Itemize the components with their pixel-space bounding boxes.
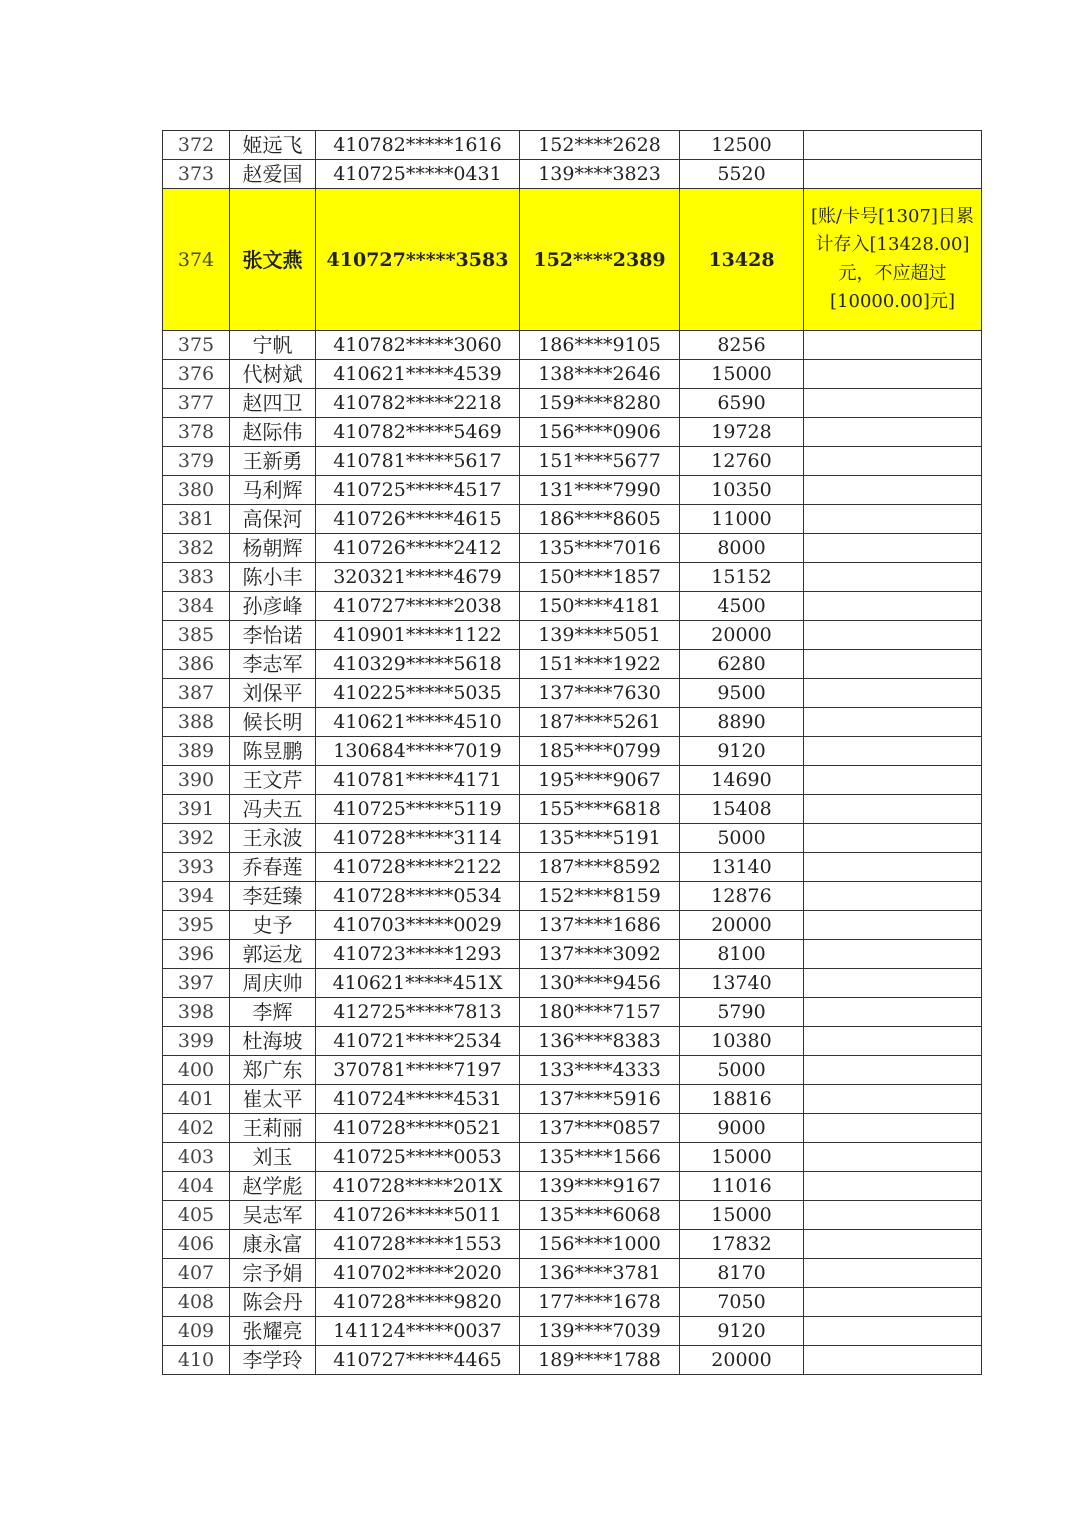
id-number-cell: 412725*****7813 [316, 998, 520, 1027]
phone-cell: 187****8592 [520, 853, 680, 882]
phone-cell: 137****7630 [520, 679, 680, 708]
table-row [163, 563, 982, 592]
amount-cell: 5000 [680, 1056, 804, 1085]
name-cell: 高保河 [230, 505, 316, 534]
table-row [163, 360, 982, 389]
table-row [163, 534, 982, 563]
note-cell [804, 160, 982, 189]
amount-cell: 9120 [680, 1317, 804, 1346]
serial-number-cell: 394 [163, 882, 230, 911]
name-cell: 崔太平 [230, 1085, 316, 1114]
amount-cell: 18816 [680, 1085, 804, 1114]
serial-number-cell: 387 [163, 679, 230, 708]
table-row [163, 1259, 982, 1288]
amount-cell: 10380 [680, 1027, 804, 1056]
table-row [163, 331, 982, 360]
amount-cell: 10350 [680, 476, 804, 505]
phone-cell: 156****1000 [520, 1230, 680, 1259]
amount-cell: 13428 [680, 189, 804, 331]
id-number-cell: 410727*****4465 [316, 1346, 520, 1375]
table-row [163, 969, 982, 998]
id-number-cell: 410621*****451X [316, 969, 520, 998]
id-number-cell: 410728*****9820 [316, 1288, 520, 1317]
phone-cell: 155****6818 [520, 795, 680, 824]
amount-cell: 8170 [680, 1259, 804, 1288]
phone-cell: 151****5677 [520, 447, 680, 476]
phone-cell: 137****3092 [520, 940, 680, 969]
table-row [163, 1317, 982, 1346]
amount-cell: 4500 [680, 592, 804, 621]
amount-cell: 5520 [680, 160, 804, 189]
name-cell: 郑广东 [230, 1056, 316, 1085]
note-cell: [账/卡号[1307]日累计存入[13428.00]元，不应超过[10000.00]元] [804, 189, 982, 331]
amount-cell: 15000 [680, 360, 804, 389]
serial-number-cell: 403 [163, 1143, 230, 1172]
serial-number-cell: 397 [163, 969, 230, 998]
name-cell: 姬远飞 [230, 131, 316, 160]
name-cell: 李廷臻 [230, 882, 316, 911]
amount-cell: 5000 [680, 824, 804, 853]
name-cell: 宁帆 [230, 331, 316, 360]
serial-number-cell: 408 [163, 1288, 230, 1317]
serial-number-cell: 406 [163, 1230, 230, 1259]
note-cell [804, 795, 982, 824]
name-cell: 李志军 [230, 650, 316, 679]
note-cell [804, 592, 982, 621]
phone-cell: 152****2389 [520, 189, 680, 331]
phone-cell: 139****3823 [520, 160, 680, 189]
phone-cell: 135****5191 [520, 824, 680, 853]
note-cell [804, 1259, 982, 1288]
name-cell: 马利辉 [230, 476, 316, 505]
id-number-cell: 370781*****7197 [316, 1056, 520, 1085]
amount-cell: 14690 [680, 766, 804, 795]
id-number-cell: 410782*****1616 [316, 131, 520, 160]
serial-number-cell: 372 [163, 131, 230, 160]
note-cell [804, 331, 982, 360]
serial-number-cell: 375 [163, 331, 230, 360]
phone-cell: 131****7990 [520, 476, 680, 505]
serial-number-cell: 395 [163, 911, 230, 940]
note-cell [804, 969, 982, 998]
table-row [163, 650, 982, 679]
amount-cell: 9000 [680, 1114, 804, 1143]
phone-cell: 195****9067 [520, 766, 680, 795]
name-cell: 吴志军 [230, 1201, 316, 1230]
serial-number-cell: 383 [163, 563, 230, 592]
id-number-cell: 410225*****5035 [316, 679, 520, 708]
serial-number-cell: 373 [163, 160, 230, 189]
amount-cell: 15000 [680, 1201, 804, 1230]
phone-cell: 156****0906 [520, 418, 680, 447]
note-cell [804, 1230, 982, 1259]
id-number-cell: 410726*****4615 [316, 505, 520, 534]
name-cell: 李学玲 [230, 1346, 316, 1375]
phone-cell: 130****9456 [520, 969, 680, 998]
note-cell [804, 679, 982, 708]
name-cell: 赵爱国 [230, 160, 316, 189]
serial-number-cell: 405 [163, 1201, 230, 1230]
serial-number-cell: 388 [163, 708, 230, 737]
table-row [163, 998, 982, 1027]
name-cell: 杜海坡 [230, 1027, 316, 1056]
id-number-cell: 410782*****5469 [316, 418, 520, 447]
id-number-cell: 410725*****4517 [316, 476, 520, 505]
amount-cell: 15408 [680, 795, 804, 824]
phone-cell: 135****1566 [520, 1143, 680, 1172]
amount-cell: 9500 [680, 679, 804, 708]
table-row [163, 708, 982, 737]
phone-cell: 137****1686 [520, 911, 680, 940]
serial-number-cell: 407 [163, 1259, 230, 1288]
note-cell [804, 766, 982, 795]
name-cell: 候长明 [230, 708, 316, 737]
table-row-highlighted [163, 189, 982, 331]
serial-number-cell: 385 [163, 621, 230, 650]
name-cell: 王文芹 [230, 766, 316, 795]
amount-cell: 9120 [680, 737, 804, 766]
table-row [163, 1346, 982, 1375]
note-cell [804, 650, 982, 679]
note-cell [804, 447, 982, 476]
name-cell: 赵四卫 [230, 389, 316, 418]
name-cell: 刘保平 [230, 679, 316, 708]
table-row [163, 1143, 982, 1172]
name-cell: 乔春莲 [230, 853, 316, 882]
name-cell: 王永波 [230, 824, 316, 853]
id-number-cell: 410728*****0534 [316, 882, 520, 911]
table-row [163, 911, 982, 940]
serial-number-cell: 382 [163, 534, 230, 563]
name-cell: 赵学彪 [230, 1172, 316, 1201]
name-cell: 王新勇 [230, 447, 316, 476]
amount-cell: 8000 [680, 534, 804, 563]
table-row [163, 1085, 982, 1114]
id-number-cell: 410727*****3583 [316, 189, 520, 331]
note-cell [804, 882, 982, 911]
note-cell [804, 505, 982, 534]
amount-cell: 7050 [680, 1288, 804, 1317]
serial-number-cell: 384 [163, 592, 230, 621]
phone-cell: 187****5261 [520, 708, 680, 737]
amount-cell: 5790 [680, 998, 804, 1027]
table-row [163, 679, 982, 708]
id-number-cell: 320321*****4679 [316, 563, 520, 592]
note-cell [804, 1056, 982, 1085]
id-number-cell: 410728*****0521 [316, 1114, 520, 1143]
note-cell [804, 131, 982, 160]
serial-number-cell: 396 [163, 940, 230, 969]
serial-number-cell: 393 [163, 853, 230, 882]
table-row [163, 592, 982, 621]
table-row [163, 882, 982, 911]
name-cell: 陈小丰 [230, 563, 316, 592]
phone-cell: 189****1788 [520, 1346, 680, 1375]
table-row [163, 418, 982, 447]
name-cell: 王莉丽 [230, 1114, 316, 1143]
table-row [163, 1027, 982, 1056]
note-cell [804, 1114, 982, 1143]
id-number-cell: 130684*****7019 [316, 737, 520, 766]
table-row [163, 795, 982, 824]
serial-number-cell: 402 [163, 1114, 230, 1143]
phone-cell: 177****1678 [520, 1288, 680, 1317]
phone-cell: 186****9105 [520, 331, 680, 360]
phone-cell: 152****2628 [520, 131, 680, 160]
name-cell: 冯夫五 [230, 795, 316, 824]
amount-cell: 20000 [680, 621, 804, 650]
table-row [163, 389, 982, 418]
name-cell: 李怡诺 [230, 621, 316, 650]
name-cell: 周庆帅 [230, 969, 316, 998]
table-row [163, 476, 982, 505]
phone-cell: 186****8605 [520, 505, 680, 534]
serial-number-cell: 380 [163, 476, 230, 505]
serial-number-cell: 401 [163, 1085, 230, 1114]
amount-cell: 20000 [680, 911, 804, 940]
id-number-cell: 410728*****1553 [316, 1230, 520, 1259]
id-number-cell: 410728*****201X [316, 1172, 520, 1201]
amount-cell: 12500 [680, 131, 804, 160]
amount-cell: 6280 [680, 650, 804, 679]
phone-cell: 185****0799 [520, 737, 680, 766]
table-row [163, 737, 982, 766]
serial-number-cell: 377 [163, 389, 230, 418]
note-cell [804, 708, 982, 737]
name-cell: 张文燕 [230, 189, 316, 331]
name-cell: 李辉 [230, 998, 316, 1027]
name-cell: 张耀亮 [230, 1317, 316, 1346]
note-cell [804, 476, 982, 505]
phone-cell: 137****5916 [520, 1085, 680, 1114]
note-cell [804, 824, 982, 853]
amount-cell: 20000 [680, 1346, 804, 1375]
serial-number-cell: 392 [163, 824, 230, 853]
note-cell [804, 998, 982, 1027]
serial-number-cell: 381 [163, 505, 230, 534]
amount-cell: 11000 [680, 505, 804, 534]
serial-number-cell: 391 [163, 795, 230, 824]
serial-number-cell: 378 [163, 418, 230, 447]
name-cell: 代树斌 [230, 360, 316, 389]
note-cell [804, 534, 982, 563]
name-cell: 康永富 [230, 1230, 316, 1259]
id-number-cell: 410703*****0029 [316, 911, 520, 940]
name-cell: 史予 [230, 911, 316, 940]
serial-number-cell: 390 [163, 766, 230, 795]
phone-cell: 150****4181 [520, 592, 680, 621]
amount-cell: 8890 [680, 708, 804, 737]
id-number-cell: 410782*****3060 [316, 331, 520, 360]
amount-cell: 17832 [680, 1230, 804, 1259]
id-number-cell: 410621*****4510 [316, 708, 520, 737]
phone-cell: 180****7157 [520, 998, 680, 1027]
phone-cell: 151****1922 [520, 650, 680, 679]
name-cell: 孙彦峰 [230, 592, 316, 621]
id-number-cell: 410782*****2218 [316, 389, 520, 418]
id-number-cell: 410728*****2122 [316, 853, 520, 882]
note-cell [804, 1085, 982, 1114]
serial-number-cell: 404 [163, 1172, 230, 1201]
note-cell [804, 1172, 982, 1201]
table-row [163, 824, 982, 853]
table-row [163, 131, 982, 160]
amount-cell: 19728 [680, 418, 804, 447]
phone-cell: 135****7016 [520, 534, 680, 563]
name-cell: 宗予娟 [230, 1259, 316, 1288]
serial-number-cell: 399 [163, 1027, 230, 1056]
id-number-cell: 410726*****2412 [316, 534, 520, 563]
table-row [163, 1114, 982, 1143]
id-number-cell: 410781*****5617 [316, 447, 520, 476]
note-cell [804, 418, 982, 447]
note-cell [804, 360, 982, 389]
id-number-cell: 410901*****1122 [316, 621, 520, 650]
id-number-cell: 410781*****4171 [316, 766, 520, 795]
phone-cell: 139****7039 [520, 1317, 680, 1346]
table-row [163, 160, 982, 189]
amount-cell: 8256 [680, 331, 804, 360]
note-cell [804, 911, 982, 940]
note-cell [804, 389, 982, 418]
name-cell: 郭运龙 [230, 940, 316, 969]
phone-cell: 139****5051 [520, 621, 680, 650]
table-row [163, 447, 982, 476]
note-cell [804, 1201, 982, 1230]
amount-cell: 15000 [680, 1143, 804, 1172]
table-row [163, 621, 982, 650]
note-cell [804, 1317, 982, 1346]
id-number-cell: 410725*****5119 [316, 795, 520, 824]
table-row [163, 1201, 982, 1230]
serial-number-cell: 376 [163, 360, 230, 389]
table-row [163, 1056, 982, 1085]
id-number-cell: 410723*****1293 [316, 940, 520, 969]
amount-cell: 13740 [680, 969, 804, 998]
serial-number-cell: 386 [163, 650, 230, 679]
amount-cell: 12876 [680, 882, 804, 911]
note-cell [804, 1346, 982, 1375]
serial-number-cell: 374 [163, 189, 230, 331]
note-cell [804, 1143, 982, 1172]
amount-cell: 8100 [680, 940, 804, 969]
phone-cell: 136****8383 [520, 1027, 680, 1056]
id-number-cell: 410725*****0431 [316, 160, 520, 189]
note-cell [804, 853, 982, 882]
note-cell [804, 621, 982, 650]
phone-cell: 159****8280 [520, 389, 680, 418]
table-row [163, 766, 982, 795]
id-number-cell: 410621*****4539 [316, 360, 520, 389]
phone-cell: 150****1857 [520, 563, 680, 592]
note-cell [804, 563, 982, 592]
id-number-cell: 141124*****0037 [316, 1317, 520, 1346]
phone-cell: 133****4333 [520, 1056, 680, 1085]
id-number-cell: 410721*****2534 [316, 1027, 520, 1056]
id-number-cell: 410725*****0053 [316, 1143, 520, 1172]
note-cell [804, 940, 982, 969]
table-row [163, 505, 982, 534]
table-row [163, 1230, 982, 1259]
amount-cell: 6590 [680, 389, 804, 418]
table-row [163, 940, 982, 969]
table-row [163, 1172, 982, 1201]
phone-cell: 138****2646 [520, 360, 680, 389]
serial-number-cell: 398 [163, 998, 230, 1027]
phone-cell: 136****3781 [520, 1259, 680, 1288]
id-number-cell: 410726*****5011 [316, 1201, 520, 1230]
serial-number-cell: 389 [163, 737, 230, 766]
name-cell: 赵际伟 [230, 418, 316, 447]
roster-table [162, 130, 982, 1375]
name-cell: 陈会丹 [230, 1288, 316, 1317]
note-cell [804, 1027, 982, 1056]
phone-cell: 135****6068 [520, 1201, 680, 1230]
id-number-cell: 410727*****2038 [316, 592, 520, 621]
serial-number-cell: 379 [163, 447, 230, 476]
id-number-cell: 410728*****3114 [316, 824, 520, 853]
id-number-cell: 410702*****2020 [316, 1259, 520, 1288]
phone-cell: 152****8159 [520, 882, 680, 911]
amount-cell: 11016 [680, 1172, 804, 1201]
table-row [163, 853, 982, 882]
phone-cell: 137****0857 [520, 1114, 680, 1143]
table-row [163, 1288, 982, 1317]
id-number-cell: 410329*****5618 [316, 650, 520, 679]
amount-cell: 15152 [680, 563, 804, 592]
roster-table-body [163, 131, 982, 1375]
amount-cell: 12760 [680, 447, 804, 476]
id-number-cell: 410724*****4531 [316, 1085, 520, 1114]
name-cell: 刘玉 [230, 1143, 316, 1172]
serial-number-cell: 410 [163, 1346, 230, 1375]
name-cell: 陈昱鹏 [230, 737, 316, 766]
amount-cell: 13140 [680, 853, 804, 882]
serial-number-cell: 400 [163, 1056, 230, 1085]
note-cell [804, 1288, 982, 1317]
name-cell: 杨朝辉 [230, 534, 316, 563]
note-cell [804, 737, 982, 766]
phone-cell: 139****9167 [520, 1172, 680, 1201]
serial-number-cell: 409 [163, 1317, 230, 1346]
